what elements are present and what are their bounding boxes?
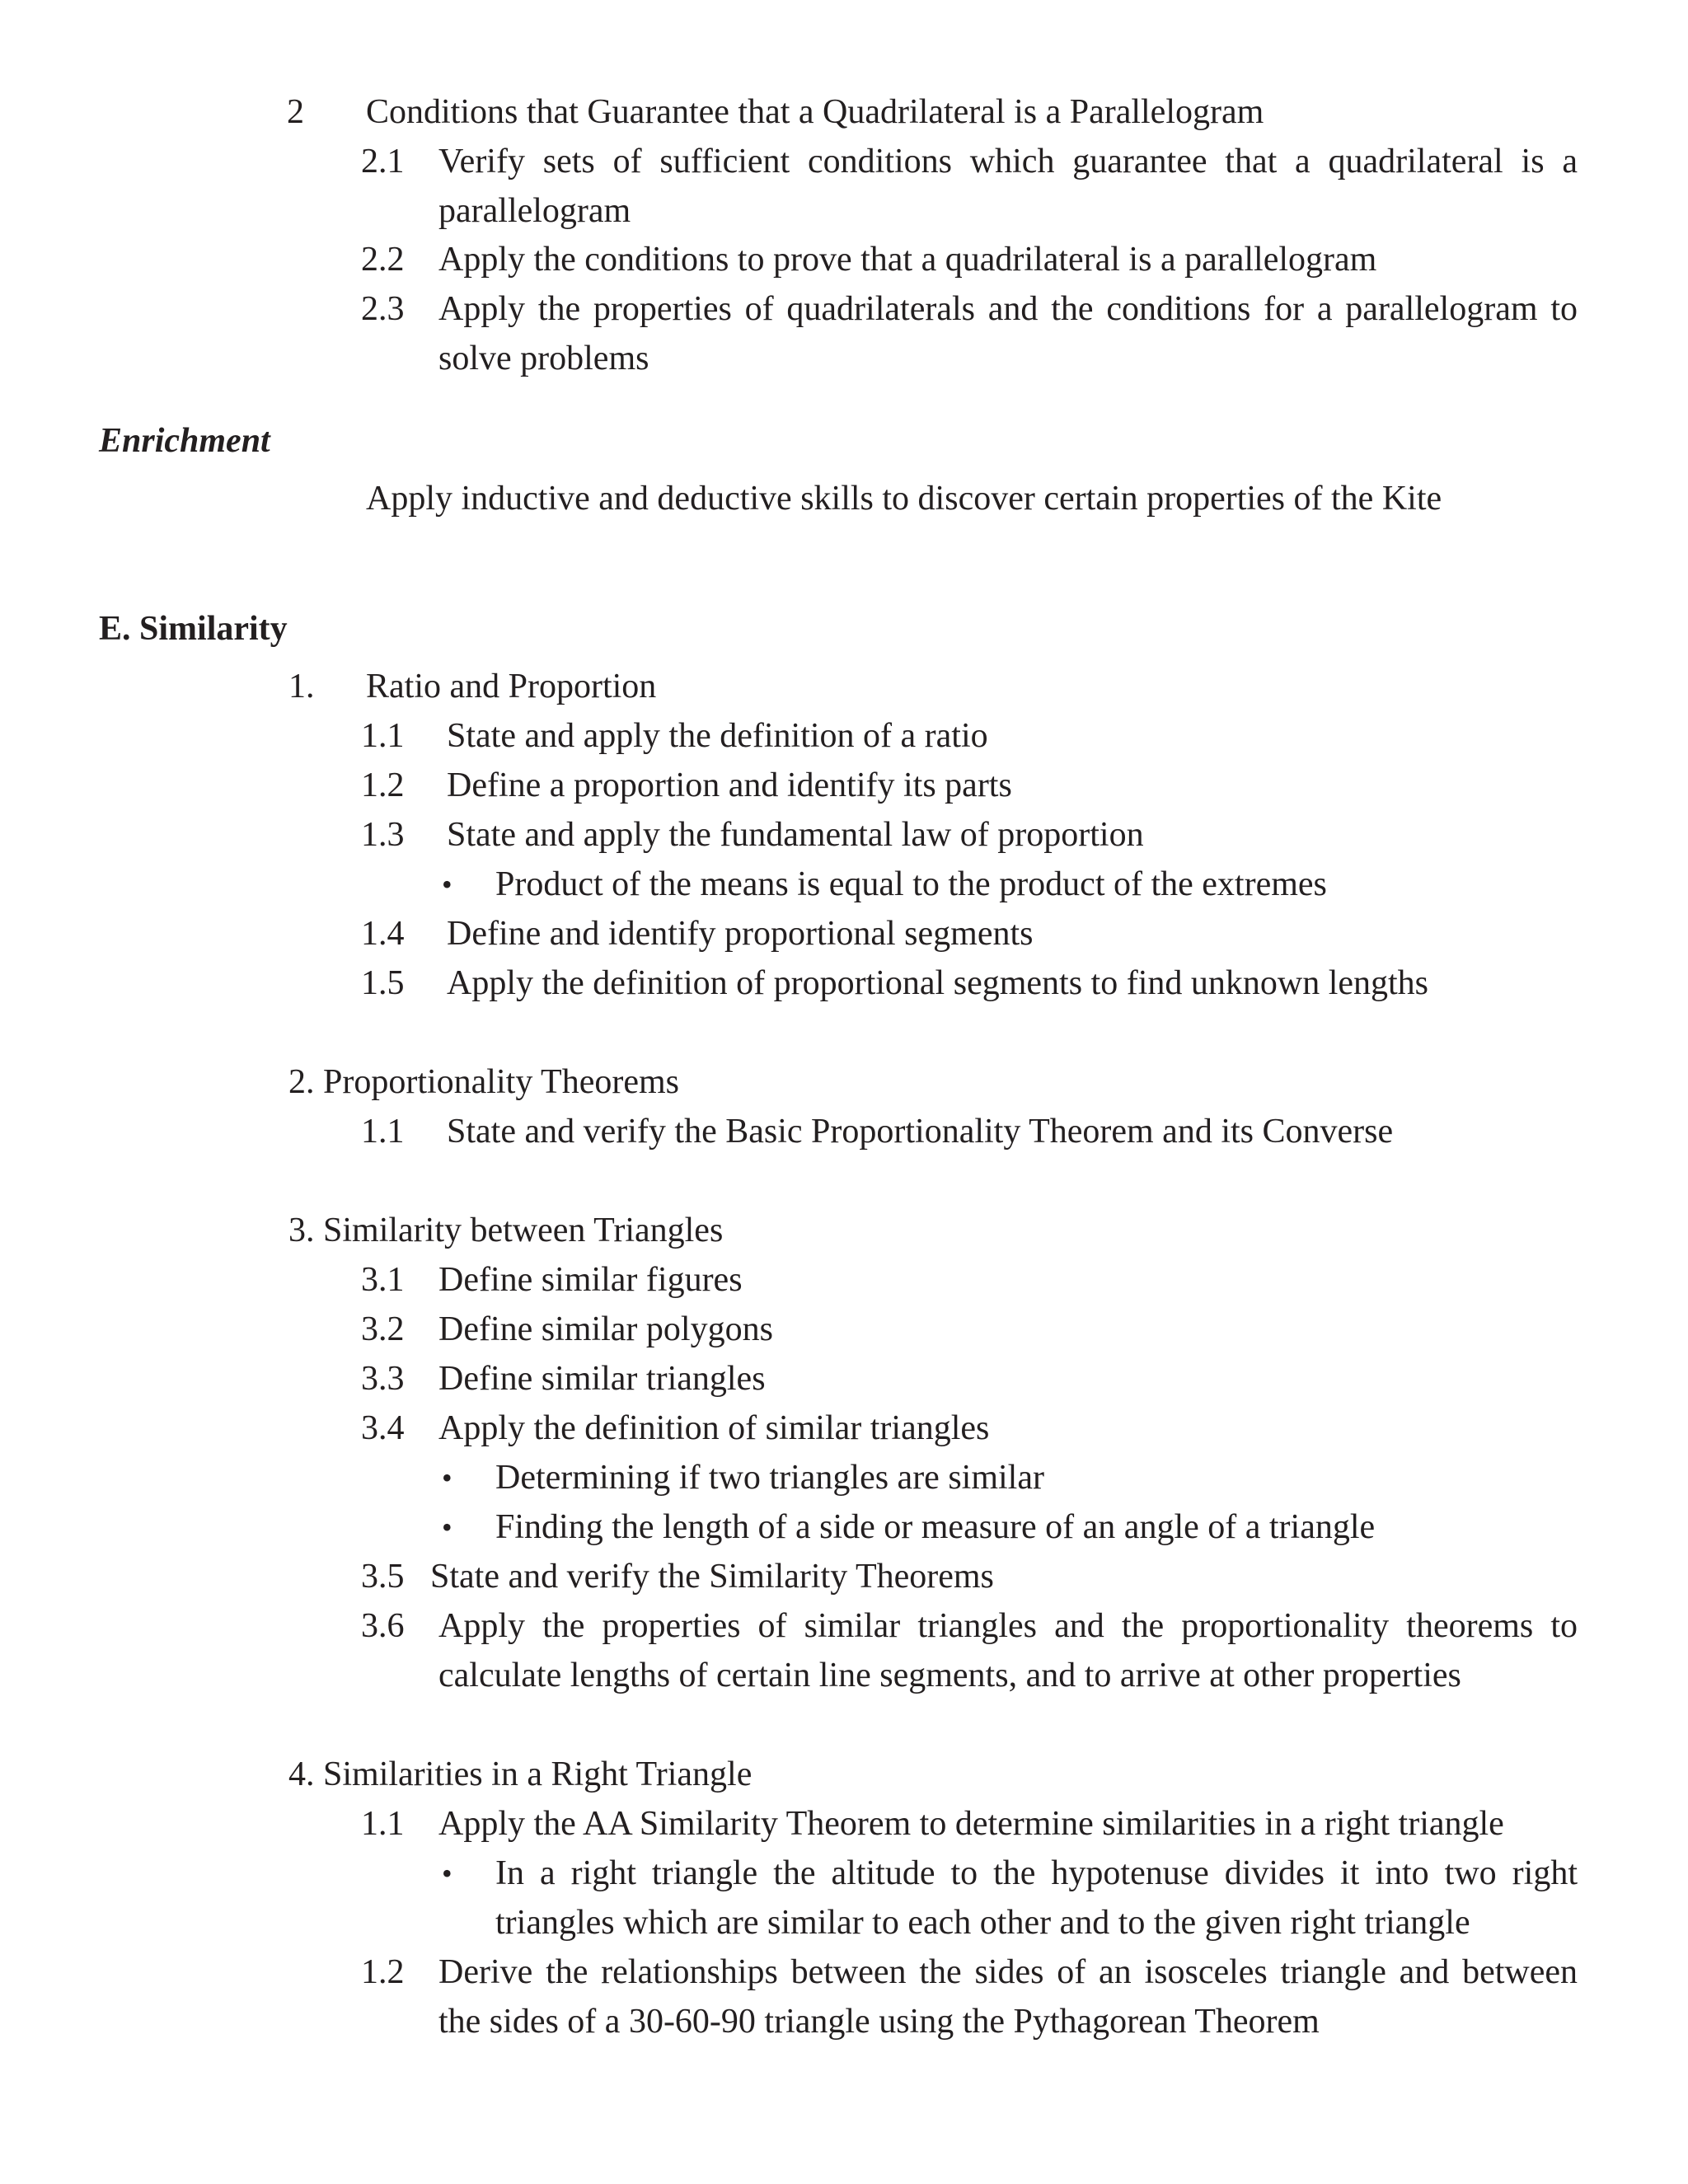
item-text: Define a proportion and identify its parts: [447, 766, 1012, 804]
enrichment-heading: Enrichment: [99, 422, 270, 460]
item-number: 1.2: [361, 1953, 405, 1991]
item-text: State and verify the Basic Proportionality Theorem and its Converse: [447, 1113, 1394, 1151]
item-text: Apply the conditions to prove that a quadrilateral is a parallelogram: [438, 241, 1377, 279]
bullet: •: [442, 868, 452, 901]
item-number: 3.2: [361, 1310, 405, 1348]
topic-number: 1.: [288, 668, 315, 705]
topic-title: Ratio and Proportion: [366, 668, 657, 705]
section-heading: E. Similarity: [99, 610, 288, 648]
item-text: Define similar triangles: [438, 1360, 766, 1398]
item-text: Define and identify proportional segments: [447, 915, 1034, 953]
item-text: Apply the properties of quadrilaterals and the conditions for a parallelogram to: [438, 290, 1578, 328]
item-text-continued: parallelogram: [438, 192, 631, 230]
item-number: 1.1: [361, 1113, 405, 1151]
item-number: 3.4: [361, 1409, 405, 1447]
item-text: Apply the properties of similar triangles and the proportionality theorems to: [438, 1607, 1578, 1645]
item-number: 1.5: [361, 964, 405, 1002]
topic-title: Conditions that Guarantee that a Quadrilateral is a Parallelogram: [366, 93, 1264, 131]
item-text-continued: solve problems: [438, 340, 649, 377]
item-text-continued: calculate lengths of certain line segments, and to arrive at other properties: [438, 1657, 1461, 1694]
bullet-text: Finding the length of a side or measure of an angle of a triangle: [495, 1508, 1376, 1546]
item-number: 3.1: [361, 1261, 405, 1299]
item-number: 3.3: [361, 1360, 405, 1398]
item-text: Define similar figures: [438, 1261, 743, 1299]
item-number: 1.3: [361, 816, 405, 854]
enrichment-text: Apply inductive and deductive skills to discover certain properties of the Kite: [366, 480, 1442, 518]
item-number: 3.5: [361, 1558, 405, 1596]
bullet-text: Determining if two triangles are similar: [495, 1459, 1044, 1497]
bullet-text: In a right triangle the altitude to the hypotenuse divides it into two right: [495, 1854, 1578, 1892]
item-text: Apply the AA Similarity Theorem to determine similarities in a right triangle: [438, 1805, 1504, 1843]
item-number: 1.1: [361, 1805, 405, 1843]
bullet-text: Product of the means is equal to the product of the extremes: [495, 865, 1327, 903]
item-number: 1.4: [361, 915, 405, 953]
item-text: Apply the definition of similar triangles: [438, 1409, 990, 1447]
item-text: Derive the relationships between the sides of an isosceles triangle and between: [438, 1953, 1578, 1991]
bullet: •: [442, 1461, 452, 1494]
item-number: 1.1: [361, 717, 405, 755]
topic-title: 2. Proportionality Theorems: [288, 1063, 679, 1101]
item-text: State and apply the fundamental law of proportion: [447, 816, 1144, 854]
item-text: State and apply the definition of a ratio: [447, 717, 988, 755]
item-text: Apply the definition of proportional segments to find unknown lengths: [447, 964, 1429, 1002]
bullet: •: [442, 1511, 452, 1544]
item-text: Verify sets of sufficient conditions which guarantee that a quadrilateral is a: [438, 143, 1578, 180]
item-text-continued: the sides of a 30-60-90 triangle using the Pythagorean Theorem: [438, 2003, 1320, 2041]
item-number: 1.2: [361, 766, 405, 804]
item-text: State and verify the Similarity Theorems: [430, 1558, 994, 1596]
item-number: 2.3: [361, 290, 405, 328]
item-number: 3.6: [361, 1607, 405, 1645]
item-number: 2.2: [361, 241, 405, 279]
bullet-text-continued: triangles which are similar to each other and to the given right triangle: [495, 1904, 1470, 1942]
item-text: Define similar polygons: [438, 1310, 773, 1348]
topic-title: 3. Similarity between Triangles: [288, 1212, 724, 1249]
bullet: •: [442, 1857, 452, 1890]
item-number: 2.1: [361, 143, 405, 180]
topic-title: 4. Similarities in a Right Triangle: [288, 1755, 753, 1793]
topic-number: 2: [287, 93, 304, 131]
